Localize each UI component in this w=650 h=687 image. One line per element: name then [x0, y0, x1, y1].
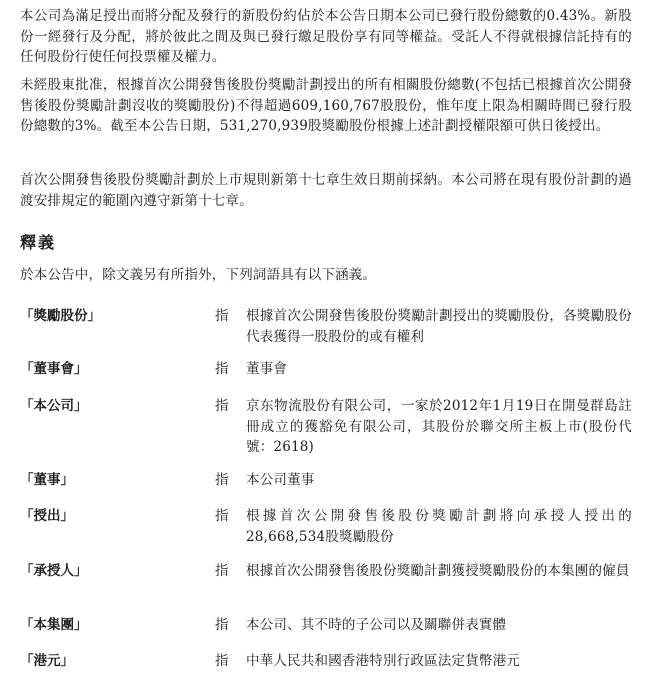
means-label: 指	[215, 617, 229, 633]
definition-term: 「授出」	[20, 508, 74, 524]
means-label: 指	[215, 653, 229, 669]
paragraph-share-limit: 未經股東批准，根據首次公開發售後股份獎勵計劃授出的所有相關股份總數(不包括已根據首次公開發售後股份獎勵計劃沒收的獎勵股份)不得超過609,160,767股股份，惟年度上限為相關時間已發行股份總數的3%。截至本公告日期，531,270,939股獎勵股份根據上述計劃授權限額可供日後授出。	[20, 77, 632, 134]
means-label: 指	[215, 563, 229, 579]
definition-term: 「港元」	[20, 653, 74, 669]
means-label: 指	[215, 308, 229, 324]
definition-term: 「承授人」	[20, 563, 88, 579]
means-label: 指	[215, 361, 229, 377]
definition-meaning: 根據首次公開發售後股份獎勵計劃授出的獎勵股份，各獎勵股份代表獲得一股股份的或有權利	[246, 308, 632, 345]
definition-meaning: 董事會	[246, 361, 288, 377]
definition-term: 「董事」	[20, 472, 74, 488]
definition-meaning: 根據首次公開發售後股份獎勵計劃獲授獎勵股份的本集團的僱員	[246, 563, 630, 579]
definition-term: 「本集團」	[20, 617, 88, 633]
definition-term: 「獎勵股份」	[20, 308, 101, 324]
definition-term: 「董事會」	[20, 361, 88, 377]
paragraph-chapter-17: 首次公開發售後股份獎勵計劃於上市規則新第十七章生效日期前採納。本公司將在現有股份計劃的過渡安排規定的範圍內遵守新第十七章。	[20, 172, 632, 209]
definition-meaning: 本公司董事	[246, 472, 315, 488]
definition-meaning: 本公司、其不時的子公司以及關聯併表實體	[246, 617, 507, 633]
definition-meaning: 京东物流股份有限公司，一家於2012年1月19日在開曼群島註冊成立的獲豁免有限公司，其股份於聯交所主板上市(股份代號：2618)	[246, 398, 632, 455]
means-label: 指	[215, 508, 229, 524]
definitions-intro: 於本公告中，除文義另有所指外，下列詞語具有以下涵義。	[20, 267, 377, 283]
definition-term: 「本公司」	[20, 398, 88, 414]
paragraph-new-shares: 本公司為滿足授出而將分配及發行的新股份約佔於本公告日期本公司已發行股份總數的0.43%。新股份一經發行及分配，將於彼此之間及與已發行繳足股份享有同等權益。受託人不得就根據信託持有的任何股份行使任何投票權及權力。	[20, 8, 632, 65]
definition-meaning: 中華人民共和國香港特別行政區法定貨幣港元	[246, 653, 520, 669]
means-label: 指	[215, 398, 229, 414]
definitions-heading: 釋義	[20, 233, 57, 252]
definition-meaning: 根據首次公開發售後股份獎勵計劃將向承授人授出的28,668,534股獎勵股份	[246, 508, 632, 545]
means-label: 指	[215, 472, 229, 488]
